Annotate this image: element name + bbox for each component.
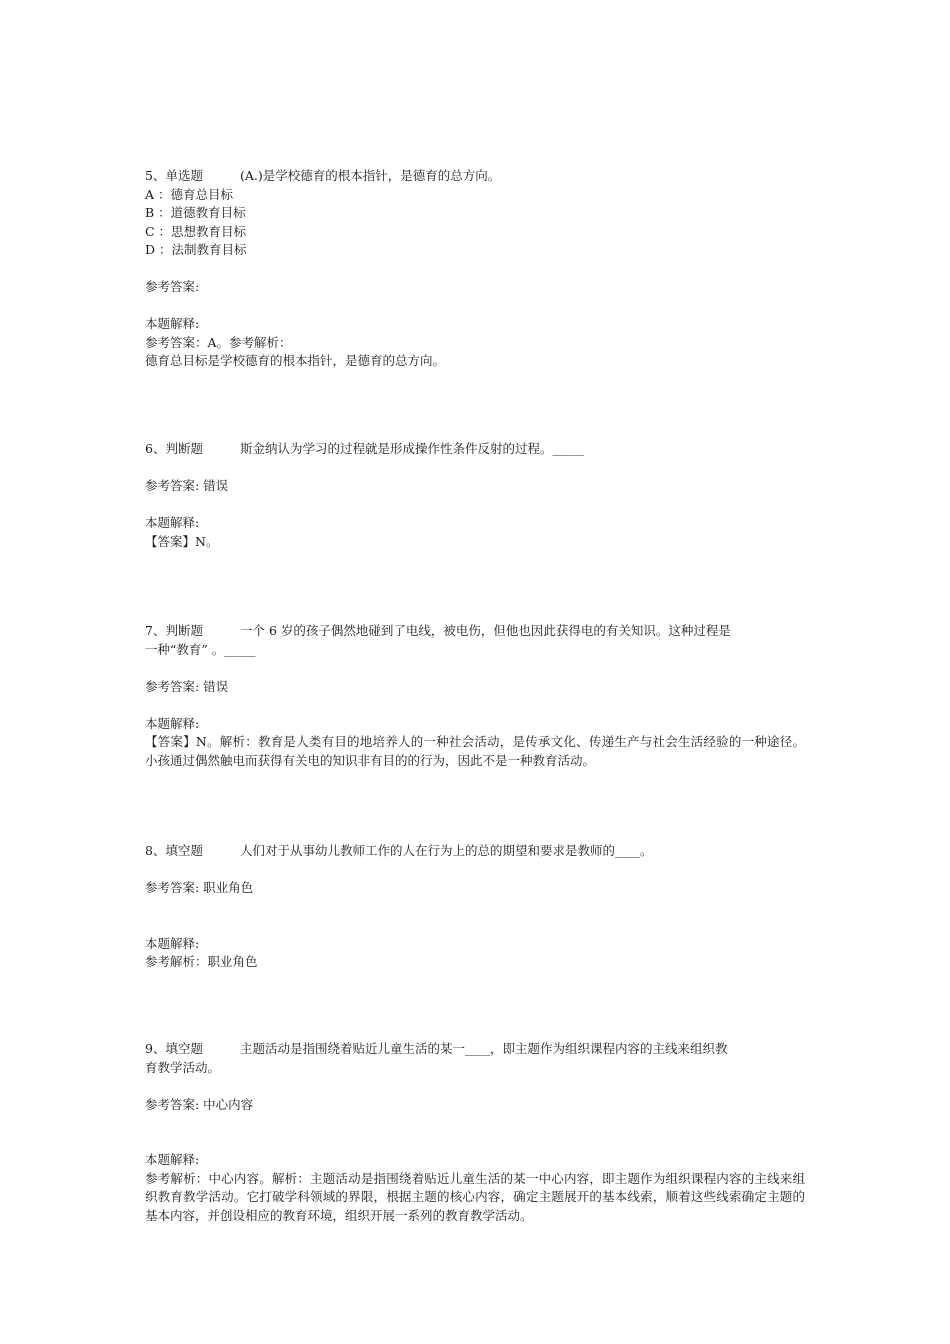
question-stem: 人们对于从事幼儿教师工作的人在行为上的总的期望和要求是教师的____。 bbox=[240, 843, 653, 858]
question-6 bbox=[145, 440, 805, 551]
explanation-text: 【答案】N。 bbox=[145, 533, 219, 549]
explanation-text: 参考解析：中心内容。解析：主题活动是指围绕着贴近儿童生活的某一中心内容，即主题作为组织课程内容的主线来组织教育教学活动。它打破学科领域的界限，根据主题的核心内容，确定主题展开的基本线索，顺着这些线索确定主题的基本内容，并创设相应的教育环境，组织开展一系列的教育教学活动。 bbox=[145, 1170, 805, 1223]
reference-answer: 参考答案: 中心内容 bbox=[145, 1096, 254, 1112]
explanation-label: 本题解释: bbox=[145, 1152, 200, 1167]
question-stem: 斯金纳认为学习的过程就是形成操作性条件反射的过程。_____ bbox=[240, 441, 584, 456]
question-number: 7、判断题 bbox=[145, 623, 203, 638]
explanation-label: 本题解释: bbox=[145, 715, 200, 731]
question-stem: 一个 6 岁的孩子偶然地碰到了电线，被电伤，但他也因此获得电的有关知识。这种过程是 bbox=[240, 623, 731, 638]
question-number: 6、判断题 bbox=[145, 441, 203, 456]
explanation-label: 本题解释: bbox=[145, 316, 200, 331]
reference-answer: 参考答案: 错误 bbox=[145, 478, 229, 493]
question-stem: (A.)是学校德育的根本指针，是德育的总方向。 bbox=[240, 168, 501, 183]
option-a: A ：德育总目标 bbox=[145, 186, 234, 202]
explanation-text: 参考解析：职业角色 bbox=[145, 954, 258, 969]
option-c: C ：思想教育目标 bbox=[145, 223, 247, 239]
question-stem-continued: 育教学活动。 bbox=[145, 1059, 221, 1075]
explanation-text: 【答案】N。解析：教育是人类有目的地培养人的一种社会活动，是传承文化、传递生产与社会生活经验的一种途径。小孩通过偶然触电而获得有关电的知识非有目的的行为，因此不是一种教育活动。 bbox=[145, 734, 805, 768]
question-stem-continued: 一种“教育” 。_____ bbox=[145, 641, 256, 657]
question-8 bbox=[145, 842, 805, 972]
question-number: 8、填空题 bbox=[145, 843, 203, 858]
question-5 bbox=[145, 167, 805, 371]
question-number: 9、填空题 bbox=[145, 1041, 203, 1056]
question-stem: 主题活动是指围绕着贴近儿童生活的某一____，即主题作为组织课程内容的主线来组织教 bbox=[240, 1041, 728, 1056]
question-7 bbox=[145, 622, 805, 770]
explanation-label: 本题解释: bbox=[145, 515, 200, 530]
question-9 bbox=[145, 1040, 805, 1225]
reference-answer: 参考答案: bbox=[145, 279, 200, 294]
explanation-label: 本题解释: bbox=[145, 935, 200, 951]
explanation-line: 参考答案：A。参考解析： bbox=[145, 334, 292, 350]
question-number: 5、单选题 bbox=[145, 168, 203, 183]
reference-answer: 参考答案: 职业角色 bbox=[145, 880, 254, 895]
reference-answer: 参考答案: 错误 bbox=[145, 678, 229, 694]
explanation-line: 德育总目标是学校德育的根本指针，是德育的总方向。 bbox=[145, 353, 446, 368]
option-b: B ：道德教育目标 bbox=[145, 205, 246, 220]
option-d: D ：法制教育目标 bbox=[145, 242, 247, 257]
